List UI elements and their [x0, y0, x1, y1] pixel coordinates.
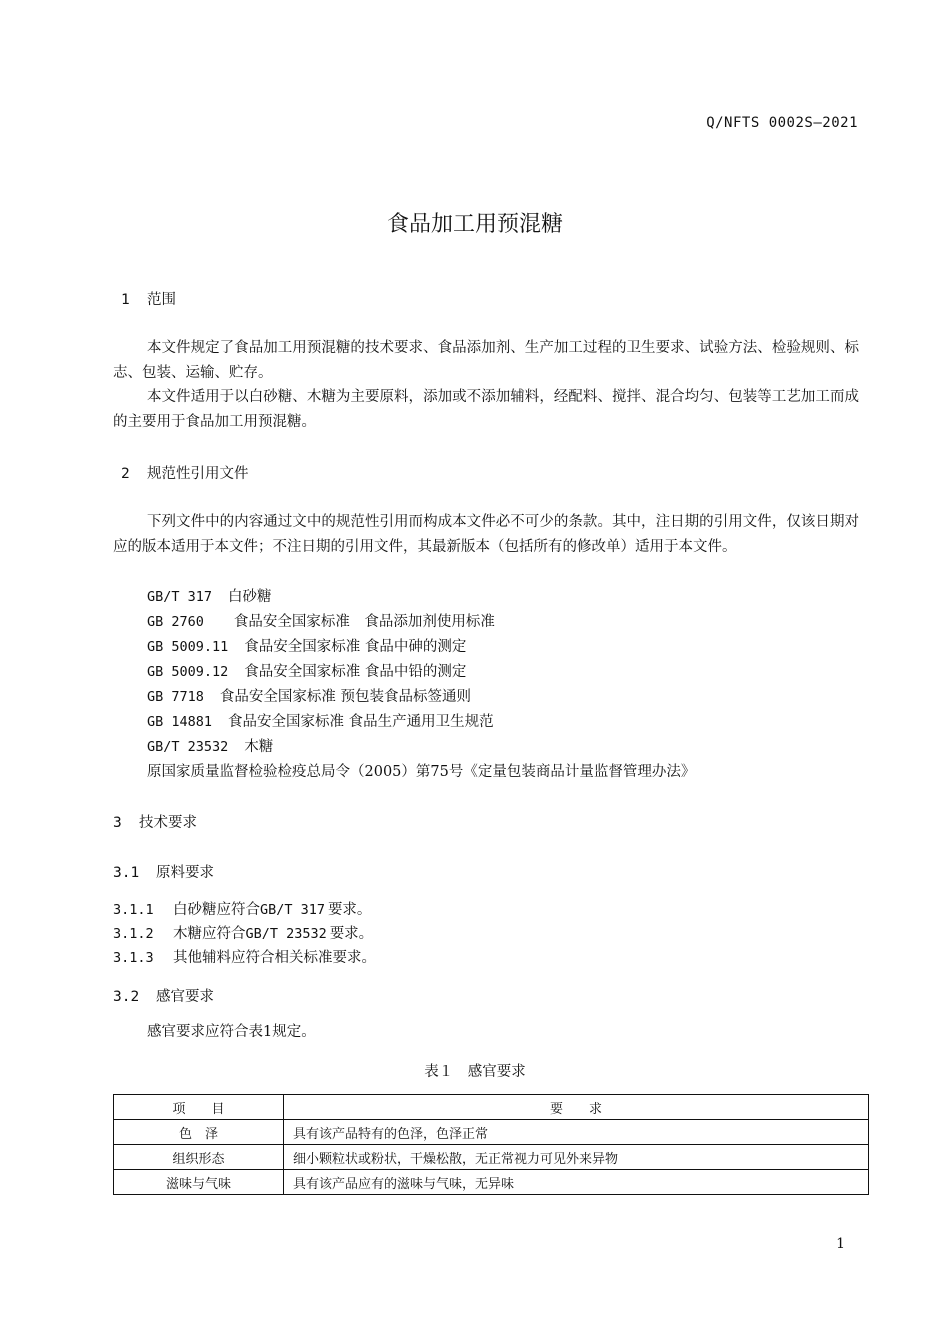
- section-2-heading: [121, 462, 249, 483]
- subsection-3-2-text: 感官要求应符合表1规定。: [147, 1024, 316, 1040]
- section-number: 1: [121, 292, 130, 308]
- page-number: 1: [836, 1236, 845, 1252]
- clause-text-post: 要求。: [329, 926, 374, 942]
- reference-name: 食品安全国家标准 食品添加剂使用标准: [233, 614, 495, 630]
- section-title: 规范性引用文件: [147, 466, 249, 482]
- clause-text-pre: 白砂糖应符合: [173, 902, 260, 918]
- subsection-3-1-heading: [113, 861, 214, 882]
- clause-number: 3.1.2: [113, 926, 154, 942]
- subsection-title: 原料要求: [156, 865, 214, 881]
- table-cell-item: 组织形态: [114, 1145, 284, 1170]
- sensory-requirements-table: [113, 1094, 869, 1195]
- reference-item: [147, 660, 466, 681]
- subsection-title: 感官要求: [156, 989, 214, 1005]
- clause-text-pre: 其他辅料应符合相关标准要求。: [173, 950, 376, 966]
- reference-name: 白砂糖: [228, 589, 272, 605]
- reference-item: [147, 610, 495, 631]
- section-1-paragraph-1: 本文件规定了食品加工用预混糖的技术要求、食品添加剂、生产加工过程的卫生要求、试验方法、检验规则、标志、包装、运输、贮存。: [113, 340, 859, 381]
- section-3-heading: [113, 811, 197, 832]
- column-header-item: 项 目: [114, 1095, 284, 1120]
- reference-name: 木糖: [244, 739, 274, 755]
- section-1-heading: [121, 288, 176, 309]
- subsection-number: 3.2: [113, 989, 140, 1005]
- table-cell-item: 色 泽: [114, 1120, 284, 1145]
- reference-code: GB 14881: [147, 714, 213, 730]
- clause-code: GB/T 317: [260, 902, 326, 918]
- section-title: 技术要求: [139, 815, 197, 831]
- table-caption: 表１ 感官要求: [424, 1064, 526, 1080]
- table-row: [114, 1145, 869, 1170]
- reference-name: 食品安全国家标准 食品中砷的测定: [244, 639, 467, 655]
- document-title: 食品加工用预混糖: [386, 212, 563, 237]
- reference-code: GB/T 23532: [147, 739, 229, 755]
- table-cell-item: 滋味与气味: [114, 1170, 284, 1195]
- reference-item-regulation: 原国家质量监督检验检疫总局令（2005）第75号《定量包装商品计量监督管理办法》: [147, 764, 696, 780]
- reference-item: [147, 685, 471, 706]
- clause-text-pre: 木糖应符合: [173, 926, 246, 942]
- reference-name: 食品安全国家标准 预包装食品标签通则: [219, 689, 472, 705]
- standard-code: Q/NFTS 0002S—2021: [706, 115, 858, 131]
- column-header-requirement: 要 求: [284, 1095, 869, 1120]
- table-cell-requirement: 具有该产品特有的色泽，色泽正常: [284, 1120, 869, 1145]
- subsection-number: 3.1: [113, 865, 140, 881]
- section-number: 3: [113, 815, 122, 831]
- reference-name: 食品安全国家标准 食品生产通用卫生规范: [228, 714, 494, 730]
- clause-item: [113, 898, 371, 919]
- clause-code: GB/T 23532: [245, 926, 327, 942]
- reference-item: [147, 635, 466, 656]
- clause-number: 3.1.3: [113, 950, 154, 966]
- table-row: [114, 1120, 869, 1145]
- reference-code: GB/T 317: [147, 589, 213, 605]
- reference-item: [147, 585, 272, 606]
- clause-item: [113, 922, 373, 943]
- reference-code: GB 7718: [147, 689, 204, 705]
- reference-name: 食品安全国家标准 食品中铅的测定: [244, 664, 467, 680]
- clause-number: 3.1.1: [113, 902, 154, 918]
- table-header-row: [114, 1095, 869, 1120]
- table-cell-requirement: 细小颗粒状或粉状，干燥松散，无正常视力可见外来异物: [284, 1145, 869, 1170]
- section-2-intro: 下列文件中的内容通过文中的规范性引用而构成本文件必不可少的条款。其中，注日期的引用文件，仅该日期对应的版本适用于本文件；不注日期的引用文件，其最新版本（包括所有的修改单）适用于本文件。: [113, 514, 859, 555]
- reference-code: GB 5009.11: [147, 639, 229, 655]
- reference-item: [147, 735, 273, 756]
- section-title: 范围: [147, 292, 176, 308]
- reference-code: GB 2760: [147, 614, 204, 630]
- section-number: 2: [121, 466, 130, 482]
- reference-item: [147, 710, 494, 731]
- reference-code: GB 5009.12: [147, 664, 229, 680]
- section-1-paragraph-2: 本文件适用于以白砂糖、木糖为主要原料，添加或不添加辅料，经配料、搅拌、混合均匀、包装等工艺加工而成的主要用于食品加工用预混糖。: [113, 389, 859, 430]
- table-row: [114, 1170, 869, 1195]
- clause-text-post: 要求。: [327, 902, 372, 918]
- table-cell-requirement: 具有该产品应有的滋味与气味，无异味: [284, 1170, 869, 1195]
- subsection-3-2-heading: [113, 985, 214, 1006]
- clause-item: [113, 946, 376, 967]
